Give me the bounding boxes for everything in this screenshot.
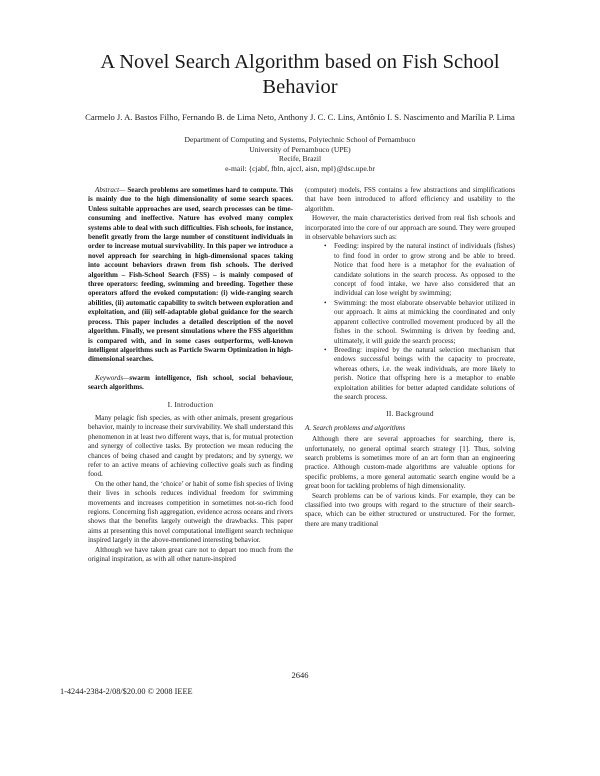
intro-paragraph-2: On the other hand, the ‘choice’ or habit of some fish species of living their lives in schools reduces individual freedom for swimming movements and increases competition in sometimes not-so-rich food regions. Concerning fish aggregation, evidence across oceans and rivers shows that the benefits largely outweigh the drawbacks. This paper aims at presenting this novel computational intelligent search technique inspired largely in the above-mentioned interesting behavior.: [88, 479, 293, 545]
author-list: Carmelo J. A. Bastos Filho, Fernando B. de Lima Neto, Anthony J. C. C. Lins, Antônio I. S. Nascimento and Marília P. Lima: [85, 112, 515, 122]
list-item: [324, 242, 515, 298]
bullet-icon: •: [324, 242, 327, 251]
affiliation-email: e-mail: {cjabf, fbln, ajccl, aisn, mpl}@dsc.upe.br: [225, 163, 375, 173]
list-item: [324, 298, 515, 346]
background-paragraph-1: Although there are several approaches for searching, there is, unfortunately, no general optimal search strategy [1]. Thus, solving search problems is sometimes more of an art form than an engineering practice. Although custom-made algorithms are valuable options for specific problems, a more general automatic search engine would be a great boon for tackling problems of high dimensionality.: [305, 435, 515, 491]
keywords-text: swarm intelligence, fish school, social behaviour, search algorithms.: [88, 373, 293, 392]
subsection-heading: A. Search problems and algorithms: [305, 423, 406, 432]
behavior-list: [305, 242, 515, 402]
section-heading-background: II. Background: [386, 409, 434, 419]
right-column: [305, 186, 515, 529]
list-item: [324, 345, 515, 402]
left-column: [88, 186, 293, 564]
intro-paragraph-1: Many pelagic fish species, as with other animals, present gregarious behavior, mainly to increase their survivability. We shall understand this phenomenon in at least two different ways, that is, for mutual protection and synergy of collective tasks. By protection we mean reducing the chances of being chased and caught by predators; and by synergy, we refer to an active means of achieving collective goals such as finding food.: [88, 413, 293, 479]
abstract-text: Search problems are sometimes hard to compute. This is mainly due to the high dimensionality of some search spaces. Unless suitable approaches are used, search processes can be time-consuming and ineffective. Nature has evolved many complex systems able to deal with such difficulties. Fish schools, for instance, benefit greatly from the large number of constituent individuals in order to increase mutual survivability. In this paper we introduce a novel approach for searching in high-dimensional spaces taking into account behaviors drawn from fish schools. The derived algorithm – Fish-School Search (FSS) – is mainly composed of three operators: feeding, swimming and breeding. Together these operators afford the evoked computation: (i) wide-ranging search abilities, (ii) automatic capability to switch between exploration and exploitation, and (iii) self-adaptable global guidance for the search process. This paper includes a detailed description of the novel algorithm. Finally, we present simulations where the FSS algorithm is compared with, and in some cases outperforms, well-known intelligent algorithms such as Particle Swarm Optimization in high-dimensional searches.: [88, 186, 294, 364]
keywords: [88, 374, 293, 393]
bullet-text-breeding: Breeding: inspired by the natural selection mechanism that endows successful beings with the capacity to procreate, whereas others, i.e. the weak individuals, are more likely to perish. Notice that offspring here is a metaphor to enable exploitation abilities for better adapted candidate solutions of the search process.: [334, 345, 515, 401]
bullet-text-swimming: Swimming: the most elaborate observable behavior utilized in our approach. It aims at mimicking the coordinated and only apparent collective controlled movement produced by all the fishes in the school. Swimming is driven by feeding and, ultimately, it will guide the search process;: [334, 298, 515, 345]
keywords-label: Keywords—: [95, 373, 130, 382]
affiliation-block: [130, 135, 470, 173]
title-line-1: A Novel Search Algorithm based on Fish School: [100, 51, 500, 73]
page-number: 2646: [291, 670, 309, 680]
background-paragraph-2: Search problems can be of various kinds. For example, they can be classified into two groups with regard to the structure of their search-space, which can be either structured or unstructured. For the former, there are many traditional: [305, 491, 515, 528]
copyright-footer: 1-4244-2384-2/08/$20.00 © 2008 IEEE: [60, 687, 193, 696]
title-line-2: Behavior: [262, 76, 338, 98]
affiliation-department: Department of Computing and Systems, Polytechnic School of Pernambuco: [184, 135, 416, 144]
affiliation-university: University of Pernambuco (UPE): [249, 144, 351, 154]
right-paragraph-2: However, the main characteristics derived from real fish schools and incorporated into the core of our approach are sound. They were grouped in observable behaviors such as:: [305, 214, 515, 242]
right-paragraph-1: (computer) models, FSS contains a few abstractions and simplifications that have been introduced to afford efficiency and usability to the algorithm.: [305, 186, 515, 213]
abstract: [88, 186, 293, 365]
abstract-label: Abstract—: [95, 186, 126, 194]
affiliation-city: Recife, Brazil: [278, 154, 322, 163]
section-heading-introduction: I. Introduction: [167, 399, 214, 409]
paper-title: [60, 50, 540, 100]
intro-paragraph-3: Although we have taken great care not to depart too much from the original inspiration, as with all other nature-inspired: [88, 545, 293, 564]
bullet-text-feeding: Feeding: inspired by the natural instinct of individuals (fishes) to find food in order to grow strong and be able to breed. Notice that food here is a metaphor for the evaluation of candidate solutions in the search process. As opposed to the concept of food intake, we have also considered that an individual can lose weight by swimming;: [334, 242, 515, 298]
bullet-icon: •: [324, 298, 327, 307]
bullet-icon: •: [324, 345, 327, 354]
